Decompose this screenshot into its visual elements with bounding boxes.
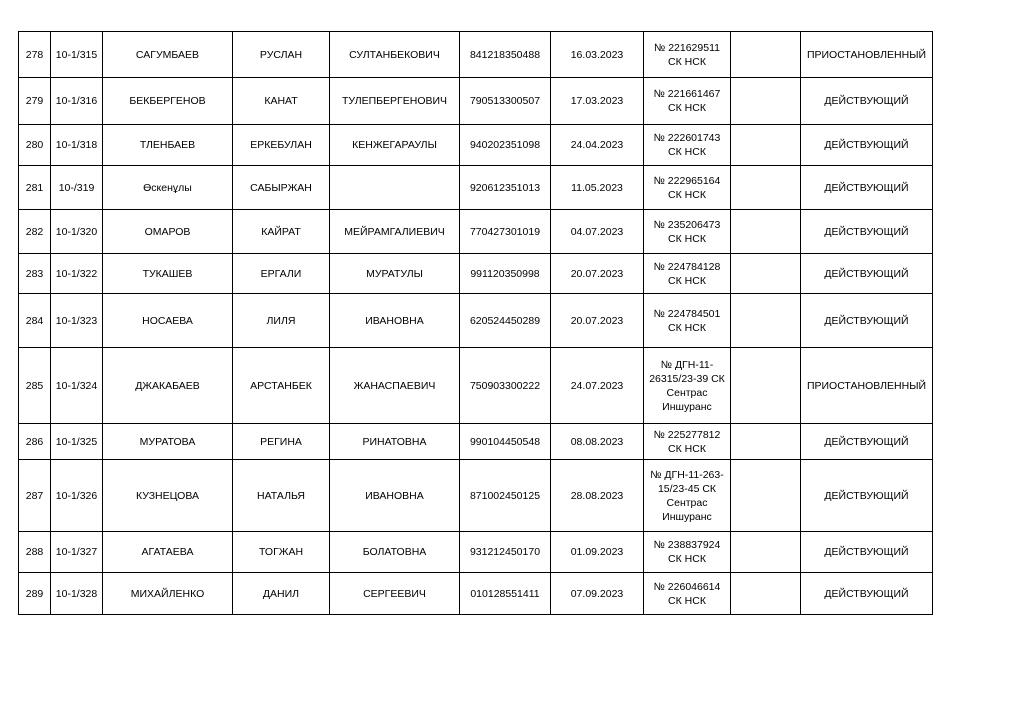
first-name: ЛИЛЯ xyxy=(233,294,330,348)
date: 24.04.2023 xyxy=(551,125,644,166)
first-name: РУСЛАН xyxy=(233,32,330,78)
status: ДЕЙСТВУЮЩИЙ xyxy=(801,424,933,460)
blank-cell xyxy=(731,166,801,210)
middle-name: РИНАТОВНА xyxy=(330,424,460,460)
middle-name: ИВАНОВНА xyxy=(330,294,460,348)
row-number: 286 xyxy=(19,424,51,460)
middle-name: КЕНЖЕГАРАУЛЫ xyxy=(330,125,460,166)
insurance-policy: № 221661467 СК НСК xyxy=(644,78,731,125)
row-number: 278 xyxy=(19,32,51,78)
iin: 770427301019 xyxy=(460,210,551,254)
date: 01.09.2023 xyxy=(551,532,644,573)
registration-number: 10-1/326 xyxy=(51,460,103,532)
first-name: АРСТАНБЕК xyxy=(233,348,330,424)
blank-cell xyxy=(731,532,801,573)
iin: 931212450170 xyxy=(460,532,551,573)
row-number: 285 xyxy=(19,348,51,424)
registration-number: 10-1/324 xyxy=(51,348,103,424)
middle-name: СЕРГЕЕВИЧ xyxy=(330,573,460,615)
date: 20.07.2023 xyxy=(551,294,644,348)
iin: 991120350998 xyxy=(460,254,551,294)
registry-table xyxy=(18,31,933,615)
registration-number: 10-1/322 xyxy=(51,254,103,294)
last-name: АГАТАЕВА xyxy=(103,532,233,573)
row-number: 284 xyxy=(19,294,51,348)
registration-number: 10-1/318 xyxy=(51,125,103,166)
date: 07.09.2023 xyxy=(551,573,644,615)
table-row xyxy=(19,166,933,210)
first-name: ЕРКЕБУЛАН xyxy=(233,125,330,166)
registration-number: 10-1/316 xyxy=(51,78,103,125)
last-name: САГУМБАЕВ xyxy=(103,32,233,78)
insurance-policy: № 225277812 СК НСК xyxy=(644,424,731,460)
insurance-policy: № 235206473 СК НСК xyxy=(644,210,731,254)
row-number: 289 xyxy=(19,573,51,615)
iin: 790513300507 xyxy=(460,78,551,125)
blank-cell xyxy=(731,573,801,615)
iin: 940202351098 xyxy=(460,125,551,166)
middle-name: БОЛАТОВНА xyxy=(330,532,460,573)
last-name: НОСАЕВА xyxy=(103,294,233,348)
last-name: ОМАРОВ xyxy=(103,210,233,254)
middle-name: СУЛТАНБЕКОВИЧ xyxy=(330,32,460,78)
last-name: Өскенұлы xyxy=(103,166,233,210)
insurance-policy: № 238837924 СК НСК xyxy=(644,532,731,573)
row-number: 281 xyxy=(19,166,51,210)
date: 17.03.2023 xyxy=(551,78,644,125)
blank-cell xyxy=(731,254,801,294)
insurance-policy: № 221629511 СК НСК xyxy=(644,32,731,78)
row-number: 288 xyxy=(19,532,51,573)
first-name: КАЙРАТ xyxy=(233,210,330,254)
first-name: КАНАТ xyxy=(233,78,330,125)
last-name: ТЛЕНБАЕВ xyxy=(103,125,233,166)
blank-cell xyxy=(731,460,801,532)
first-name: РЕГИНА xyxy=(233,424,330,460)
registration-number: 10-1/320 xyxy=(51,210,103,254)
table-row xyxy=(19,460,933,532)
status: ДЕЙСТВУЮЩИЙ xyxy=(801,573,933,615)
last-name: МИХАЙЛЕНКО xyxy=(103,573,233,615)
iin: 620524450289 xyxy=(460,294,551,348)
registration-number: 10-/319 xyxy=(51,166,103,210)
blank-cell xyxy=(731,424,801,460)
table-row xyxy=(19,294,933,348)
registration-number: 10-1/315 xyxy=(51,32,103,78)
registration-number: 10-1/323 xyxy=(51,294,103,348)
middle-name: МУРАТУЛЫ xyxy=(330,254,460,294)
row-number: 282 xyxy=(19,210,51,254)
insurance-policy: № ДГН-11-263-15/23-45 СК Сентрас Иншуранс xyxy=(644,460,731,532)
insurance-policy: № ДГН-11-26315/23-39 СК Сентрас Иншуранс xyxy=(644,348,731,424)
iin: 841218350488 xyxy=(460,32,551,78)
middle-name xyxy=(330,166,460,210)
iin: 920612351013 xyxy=(460,166,551,210)
status: ДЕЙСТВУЮЩИЙ xyxy=(801,78,933,125)
last-name: КУЗНЕЦОВА xyxy=(103,460,233,532)
table-row xyxy=(19,532,933,573)
table-row xyxy=(19,254,933,294)
last-name: ДЖАКАБАЕВ xyxy=(103,348,233,424)
blank-cell xyxy=(731,210,801,254)
middle-name: ЖАНАСПАЕВИЧ xyxy=(330,348,460,424)
insurance-policy: № 226046614 СК НСК xyxy=(644,573,731,615)
blank-cell xyxy=(731,294,801,348)
table-row xyxy=(19,573,933,615)
date: 11.05.2023 xyxy=(551,166,644,210)
status: ДЕЙСТВУЮЩИЙ xyxy=(801,166,933,210)
table-row xyxy=(19,424,933,460)
blank-cell xyxy=(731,32,801,78)
first-name: ТОГЖАН xyxy=(233,532,330,573)
iin: 750903300222 xyxy=(460,348,551,424)
registration-number: 10-1/325 xyxy=(51,424,103,460)
table-row xyxy=(19,348,933,424)
row-number: 279 xyxy=(19,78,51,125)
first-name: САБЫРЖАН xyxy=(233,166,330,210)
status: ПРИОСТАНОВЛЕННЫЙ xyxy=(801,348,933,424)
first-name: ДАНИЛ xyxy=(233,573,330,615)
status: ПРИОСТАНОВЛЕННЫЙ xyxy=(801,32,933,78)
row-number: 283 xyxy=(19,254,51,294)
date: 08.08.2023 xyxy=(551,424,644,460)
last-name: МУРАТОВА xyxy=(103,424,233,460)
insurance-policy: № 222601743 СК НСК xyxy=(644,125,731,166)
status: ДЕЙСТВУЮЩИЙ xyxy=(801,125,933,166)
date: 28.08.2023 xyxy=(551,460,644,532)
table-row xyxy=(19,210,933,254)
status: ДЕЙСТВУЮЩИЙ xyxy=(801,532,933,573)
insurance-policy: № 222965164 СК НСК xyxy=(644,166,731,210)
status: ДЕЙСТВУЮЩИЙ xyxy=(801,294,933,348)
registration-number: 10-1/327 xyxy=(51,532,103,573)
status: ДЕЙСТВУЮЩИЙ xyxy=(801,210,933,254)
blank-cell xyxy=(731,348,801,424)
iin: 010128551411 xyxy=(460,573,551,615)
blank-cell xyxy=(731,78,801,125)
iin: 990104450548 xyxy=(460,424,551,460)
last-name: БЕКБЕРГЕНОВ xyxy=(103,78,233,125)
middle-name: МЕЙРАМГАЛИЕВИЧ xyxy=(330,210,460,254)
first-name: НАТАЛЬЯ xyxy=(233,460,330,532)
status: ДЕЙСТВУЮЩИЙ xyxy=(801,254,933,294)
date: 20.07.2023 xyxy=(551,254,644,294)
middle-name: ИВАНОВНА xyxy=(330,460,460,532)
insurance-policy: № 224784501 СК НСК xyxy=(644,294,731,348)
status: ДЕЙСТВУЮЩИЙ xyxy=(801,460,933,532)
first-name: ЕРГАЛИ xyxy=(233,254,330,294)
last-name: ТУКАШЕВ xyxy=(103,254,233,294)
row-number: 287 xyxy=(19,460,51,532)
table-row xyxy=(19,125,933,166)
date: 16.03.2023 xyxy=(551,32,644,78)
date: 24.07.2023 xyxy=(551,348,644,424)
table-row xyxy=(19,32,933,78)
date: 04.07.2023 xyxy=(551,210,644,254)
insurance-policy: № 224784128 СК НСК xyxy=(644,254,731,294)
middle-name: ТУЛЕПБЕРГЕНОВИЧ xyxy=(330,78,460,125)
table-row xyxy=(19,78,933,125)
iin: 871002450125 xyxy=(460,460,551,532)
blank-cell xyxy=(731,125,801,166)
row-number: 280 xyxy=(19,125,51,166)
registry-table-body xyxy=(19,32,933,615)
registration-number: 10-1/328 xyxy=(51,573,103,615)
